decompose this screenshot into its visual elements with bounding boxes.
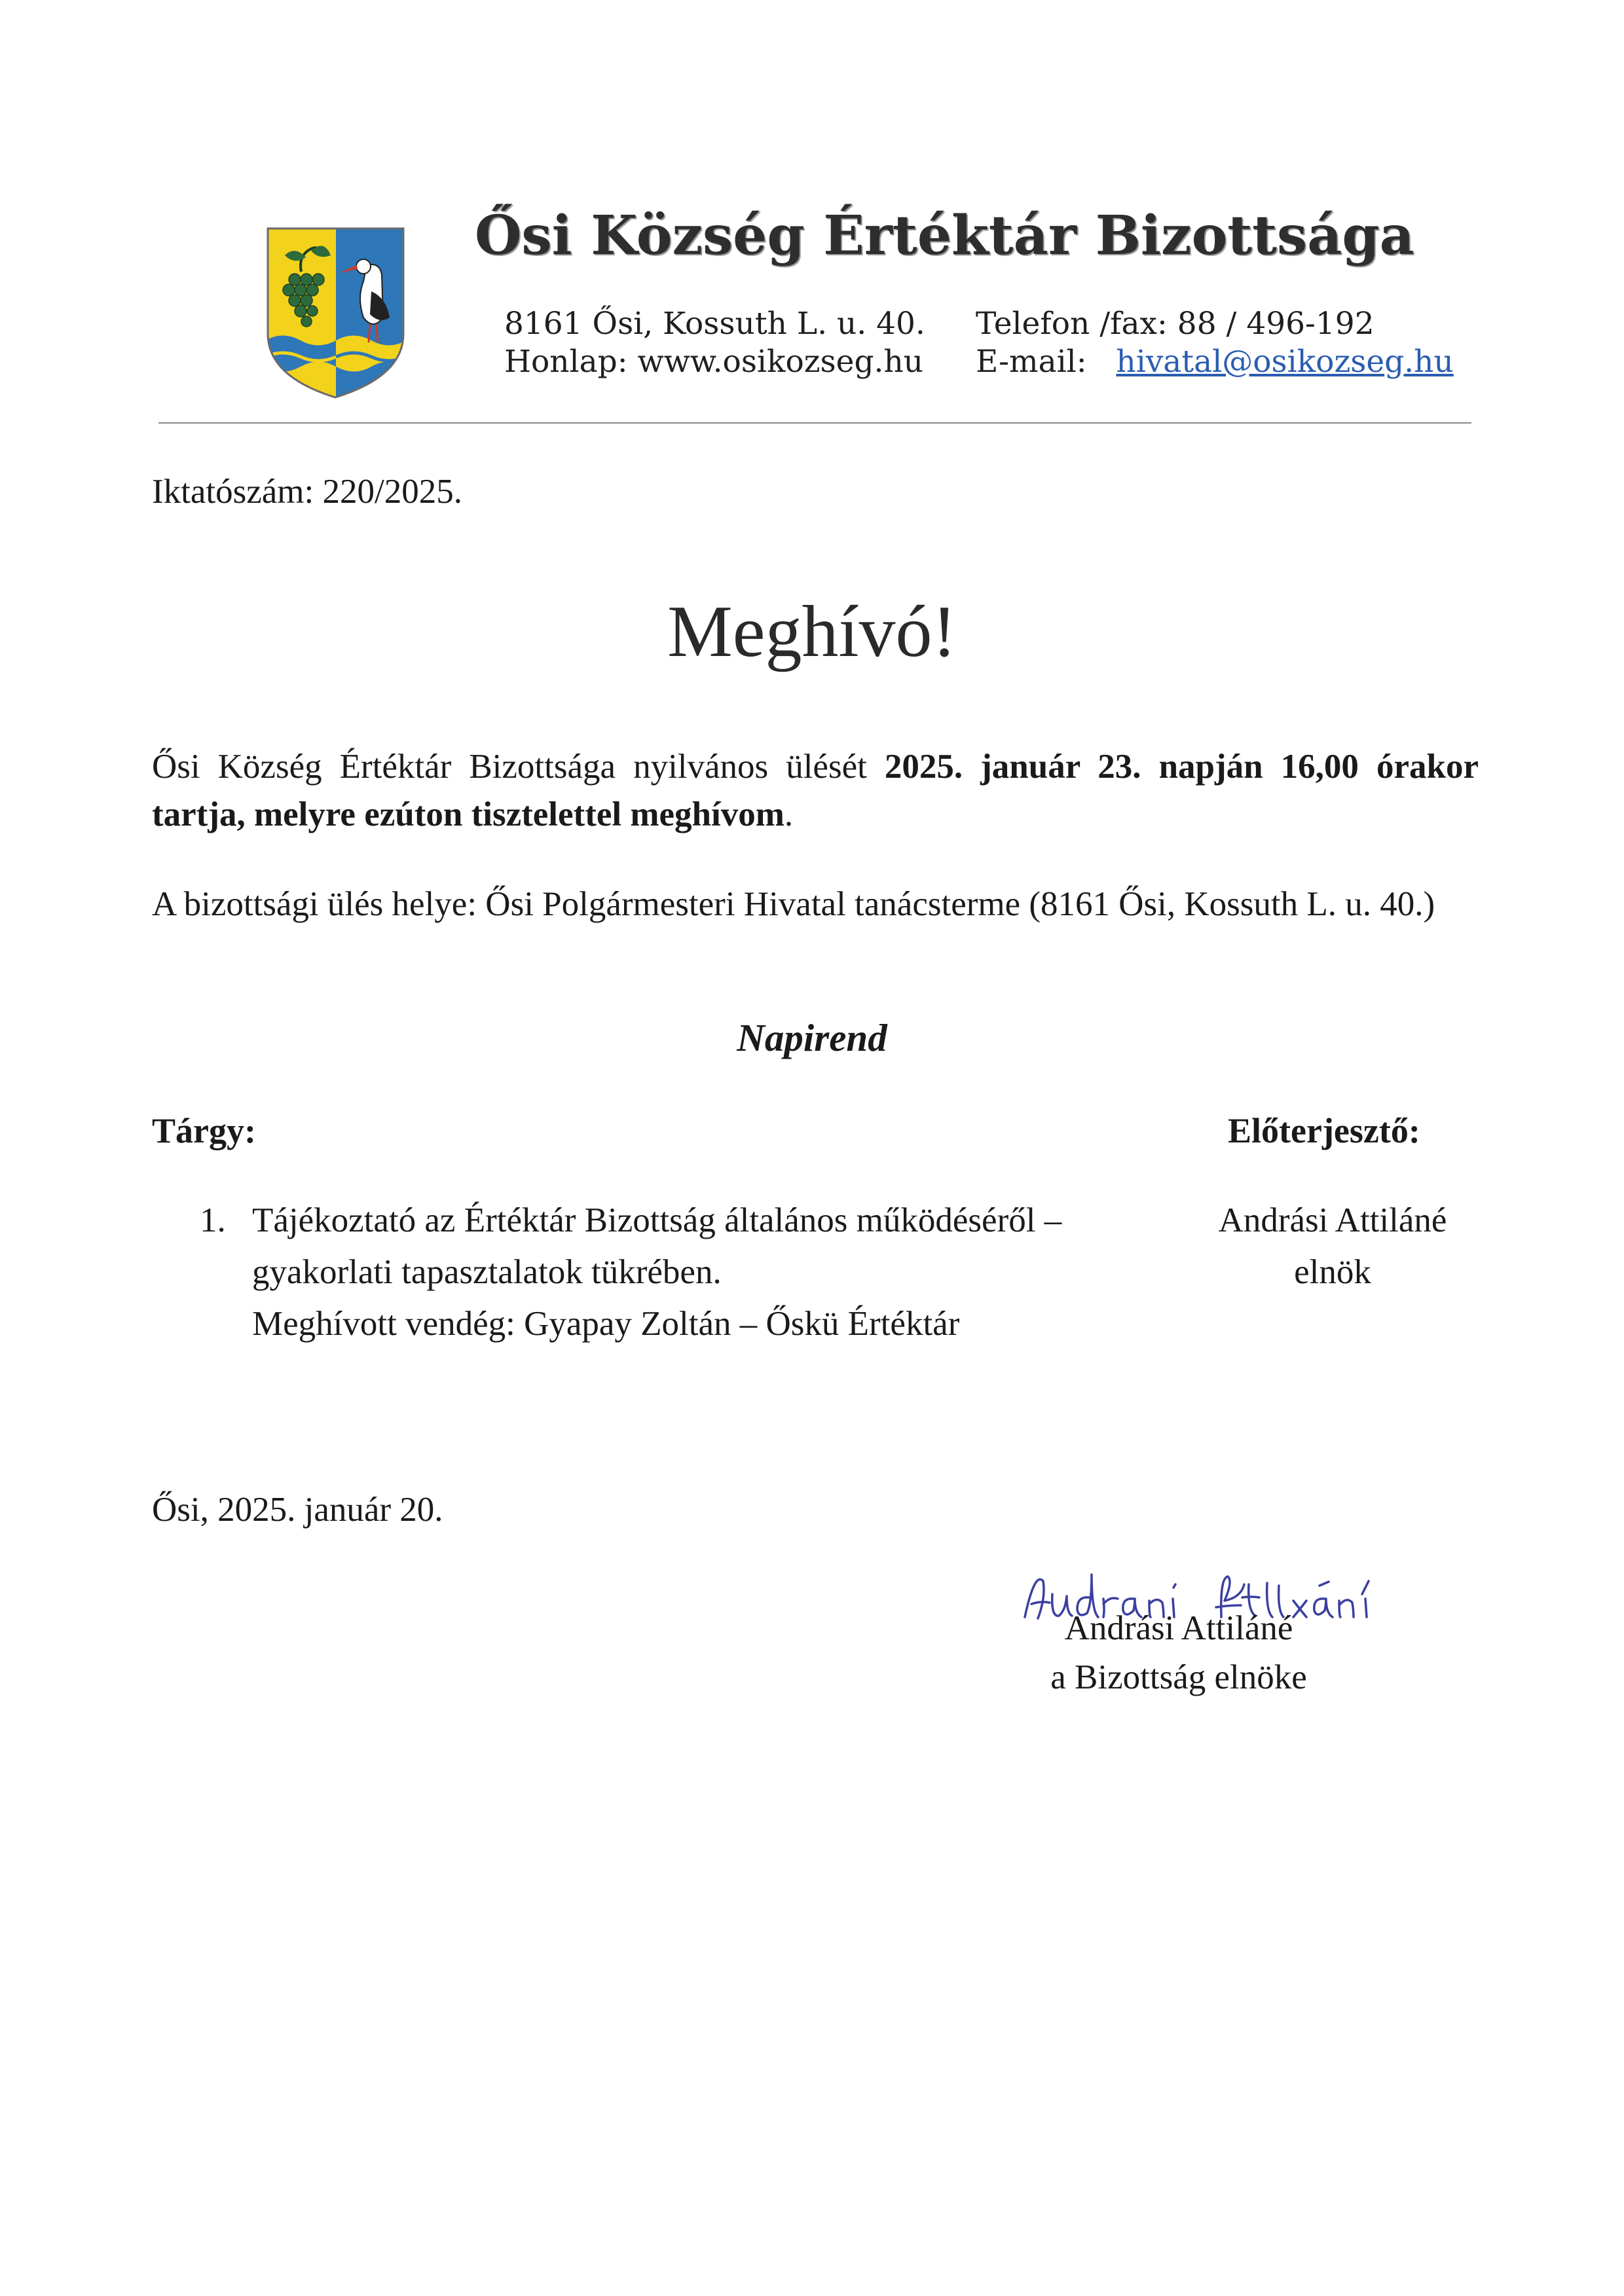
agenda-item-line: gyakorlati tapasztalatok tükrében.: [252, 1253, 722, 1291]
presenter-column-header: Előterjesztő:: [1228, 1111, 1420, 1150]
agenda-item-number: 1.: [200, 1201, 226, 1239]
invitation-paragraph: [152, 743, 1479, 839]
signer-block: [982, 1604, 1375, 1702]
agenda-item-line: Meghívott vendég: Gyapay Zoltán – Őskü Értéktár: [252, 1305, 960, 1343]
phone-fax: Telefon /fax: 88 / 496-192: [976, 306, 1375, 342]
agenda-item-line: Tájékoztató az Értéktár Bizottság általános működéséről –: [252, 1201, 1062, 1239]
coat-of-arms-icon: [265, 226, 406, 399]
agenda-item-text: [252, 1195, 1202, 1350]
presenter-name: Andrási Attiláné: [1218, 1201, 1447, 1239]
email-label: E-mail:: [976, 344, 1087, 380]
registration-number: Iktatószám: 220/2025.: [152, 473, 462, 511]
address: 8161 Ősi, Kossuth L. u. 40.: [504, 306, 925, 342]
agenda-item-presenter: [1192, 1195, 1473, 1298]
invitation-text-end: .: [784, 795, 794, 833]
contact-address-block: [504, 305, 925, 381]
document-title: Meghívó!: [667, 591, 957, 672]
organization-title: Ősi Község Értéktár Bizottsága: [475, 204, 1414, 267]
email-link[interactable]: hivatal@osikozseg.hu: [1116, 344, 1454, 380]
email-row: [976, 343, 1454, 381]
subject-column-header: Tárgy:: [152, 1111, 256, 1150]
venue-paragraph: A bizottsági ülés helye: Ősi Polgármesteri Hivatal tanácsterme (8161 Ősi, Kossuth L. u. 40.): [152, 885, 1435, 923]
header-divider: [158, 422, 1471, 424]
invitation-date-time: 2025. január 23. napján 16,00 órakor tartja, melyre ezúton tisztelettel meghívom: [152, 748, 1479, 833]
signer-name: Andrási Attiláné: [1064, 1609, 1293, 1647]
agenda-heading: Napirend: [737, 1016, 887, 1059]
presenter-role: elnök: [1294, 1253, 1371, 1291]
contact-phone-block: [976, 305, 1454, 381]
website[interactable]: Honlap: www.osikozseg.hu: [504, 344, 924, 380]
place-and-date: Ősi, 2025. január 20.: [152, 1491, 443, 1529]
invitation-text-start: Ősi Község Értéktár Bizottsága nyilvános ülését: [152, 748, 885, 786]
signer-title: a Bizottság elnöke: [1050, 1658, 1307, 1696]
